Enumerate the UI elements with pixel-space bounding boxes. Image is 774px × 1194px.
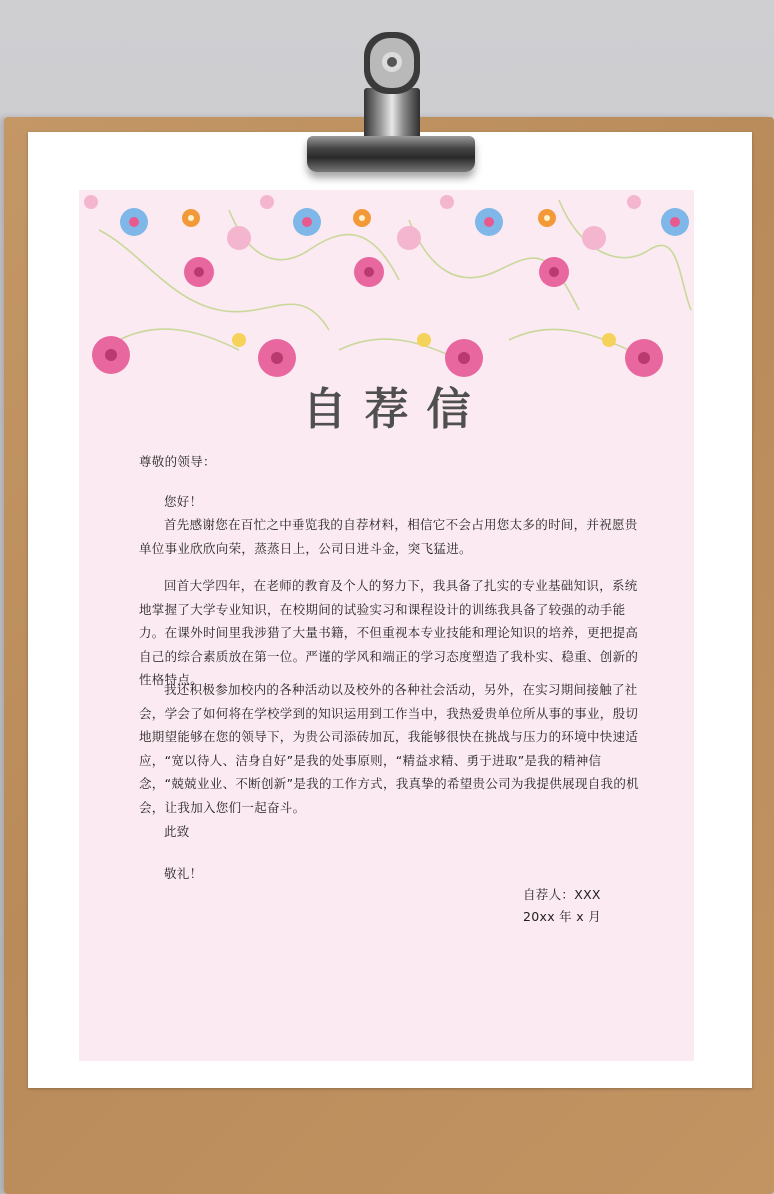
greeting: 尊敬的领导： [139, 454, 216, 469]
paragraph-1: 首先感谢您在百忙之中垂览我的自荐材料，相信它不会占用您太多的时间，并祝愿贵单位事业欣欣向荣，蒸蒸日上，公司日进斗金，突飞猛进。 [139, 517, 638, 556]
paragraph-3: 我还积极参加校内的各种活动以及校外的各种社会活动，另外，在实习期间接触了社会，学会了如何将在学校学到的知识运用到工作当中，我热爱贵单位所从事的事业，殷切地期望能够在您的领导下，为贵公司添砖加瓦，我能够很快在挑战与压力的环境中快速适应，“宽以待人、洁身自好”是我的处事原则，“精益求精、勇于进取”是我的精神信念，“兢兢业业、不断创新”是我的工作方式，我真挚的希望贵公司为我提供展现自我的机会，让我加入您们一起奋斗。 [139, 682, 639, 815]
date: 20xx 年 x 月 [523, 909, 602, 924]
floral-decoration [79, 190, 694, 385]
paragraph-2: 回首大学四年，在老师的教育及个人的努力下，我具备了扎实的专业基础知识，系统地掌握了大学专业知识，在校期间的试验实习和课程设计的训练我具备了较强的动手能力。在课外时间里我涉猎了大量书籍，不但重视本专业技能和理论知识的培养，更把提高自己的综合素质放在第一位。严谨的学风和端正的学习态度塑造了我朴实、稳重、创新的性格特点。 [139, 578, 639, 687]
salutation: 您好！ [164, 494, 203, 509]
closing: 此致 [164, 824, 190, 839]
clip-bar [307, 136, 475, 172]
regards: 敬礼！ [164, 866, 203, 881]
signer: 自荐人：XXX [523, 887, 601, 902]
signature-block [523, 884, 601, 928]
flower-group [84, 195, 689, 377]
page-title: 自荐信 [302, 384, 489, 435]
clip-ring [358, 28, 426, 116]
